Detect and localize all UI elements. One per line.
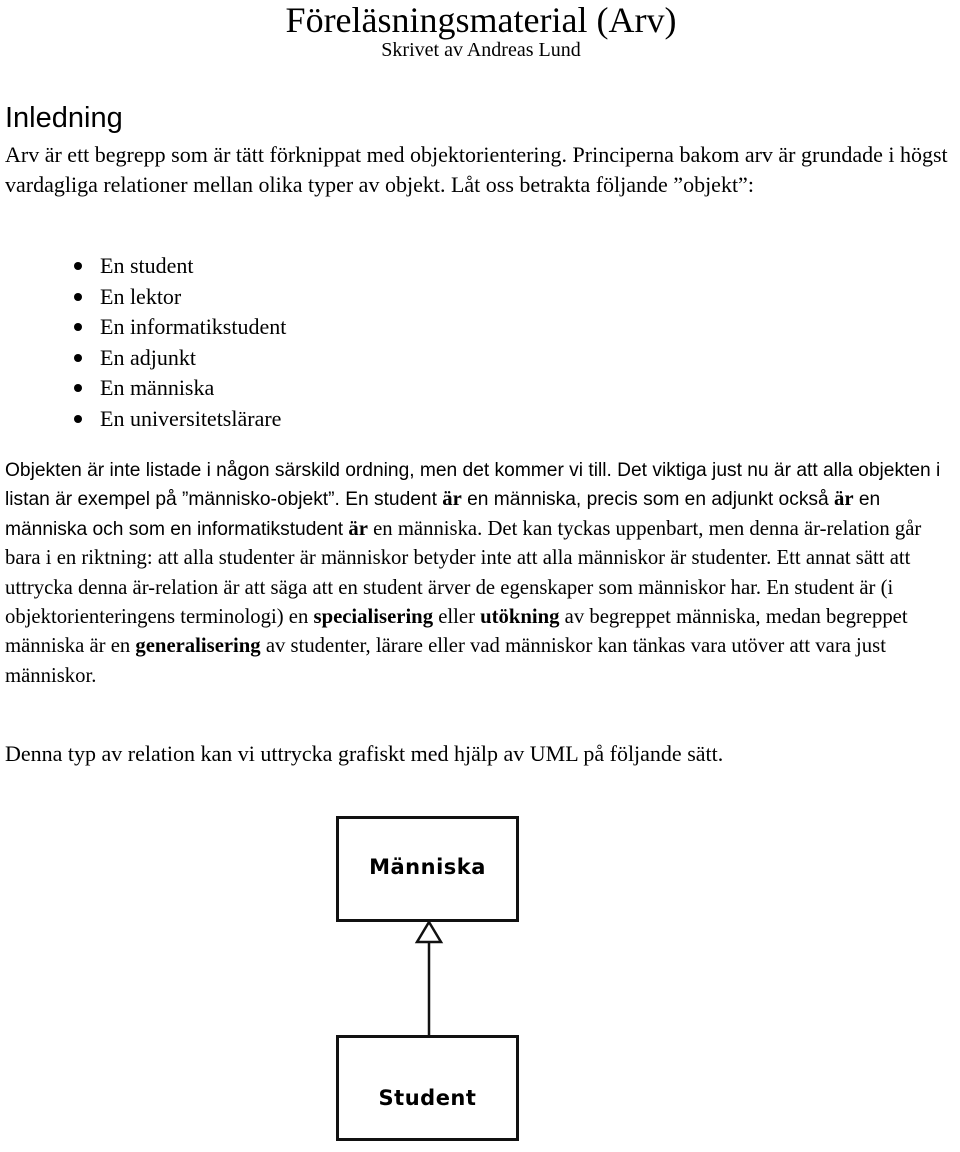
list-item (0, 404, 286, 435)
body-text-segment: eller (433, 606, 481, 629)
diagram-lead-text: Denna typ av relation kan vi uttrycka grafiskt med hjälp av UML på följande sätt. (5, 741, 724, 766)
body-text-segment: en människa. Det kan tyckas uppenbart, men denna är-relation går bara i en riktning: att alla studenter är människor betyder inte att alla människor är studenter. (5, 517, 922, 570)
uml-class-name: Människa (369, 855, 486, 879)
uml-diagram (333, 812, 523, 1152)
body-text-segment: Ett annat sätt att uttrycka denna är-relation är att säga att en student ärver de egenskaper som människor har. En student är (i objektorienteringens terminologi) en (5, 547, 911, 629)
document-author: Skrivet av Andreas Lund (381, 39, 581, 61)
body-text-segment: Objekten är inte listade i någon särskild ordning, men det kommer vi till. Det viktiga just nu är att alla objekten i listan är exempel på ”människo-objekt”. En student (5, 460, 941, 511)
body-text-segment: av studenter, lärare eller vad människor kan tänkas vara utöver att vara just människor. (5, 635, 886, 687)
list-item-label: En universitetslärare (100, 405, 282, 431)
section-heading-inledning: Inledning (5, 102, 123, 134)
list-item (0, 251, 286, 282)
bullet-icon (74, 323, 82, 331)
body-paragraph (5, 456, 959, 691)
list-item (0, 373, 286, 404)
bullet-icon (74, 262, 82, 270)
list-item (0, 312, 286, 343)
bullet-icon (74, 293, 82, 301)
list-item-label: En människa (100, 375, 215, 400)
document-title: Föreläsningsmaterial (Arv) (285, 0, 677, 40)
emphasis-is: är (834, 488, 854, 511)
list-item-label: En student (100, 253, 194, 278)
uml-class-manniska (336, 816, 519, 922)
list-item (0, 343, 286, 374)
emphasis-is: är (348, 517, 368, 540)
list-item (0, 282, 286, 313)
term-extension: utökning (480, 606, 560, 629)
term-specialization: specialisering (313, 606, 434, 629)
bullet-icon (74, 384, 82, 392)
term-generalization: generalisering (135, 635, 261, 658)
body-text-segment: en människa och som en informatikstudent (5, 489, 881, 540)
body-text-segment: en människa, precis som en adjunkt också (461, 489, 835, 511)
generalization-arrowhead-icon (417, 922, 441, 942)
list-item-label: En informatikstudent (100, 314, 287, 339)
list-item-label: En adjunkt (100, 344, 196, 370)
body-text-segment: av begreppet människa, medan begreppet människa är en (5, 606, 908, 658)
bullet-icon (74, 415, 82, 423)
list-item-label: En lektor (100, 283, 182, 309)
uml-class-name: Student (378, 1086, 477, 1110)
bullet-icon (74, 354, 82, 362)
uml-class-student (336, 1035, 519, 1141)
intro-paragraph: Arv är ett begrepp som är tätt förknippat med objektorientering. Principerna bakom arv är grundade i högst vardagliga relationer mellan olika typer av objekt. Låt oss betrakta följande ”objekt”: (5, 142, 948, 197)
object-list (0, 251, 286, 434)
emphasis-is: är (442, 488, 462, 511)
